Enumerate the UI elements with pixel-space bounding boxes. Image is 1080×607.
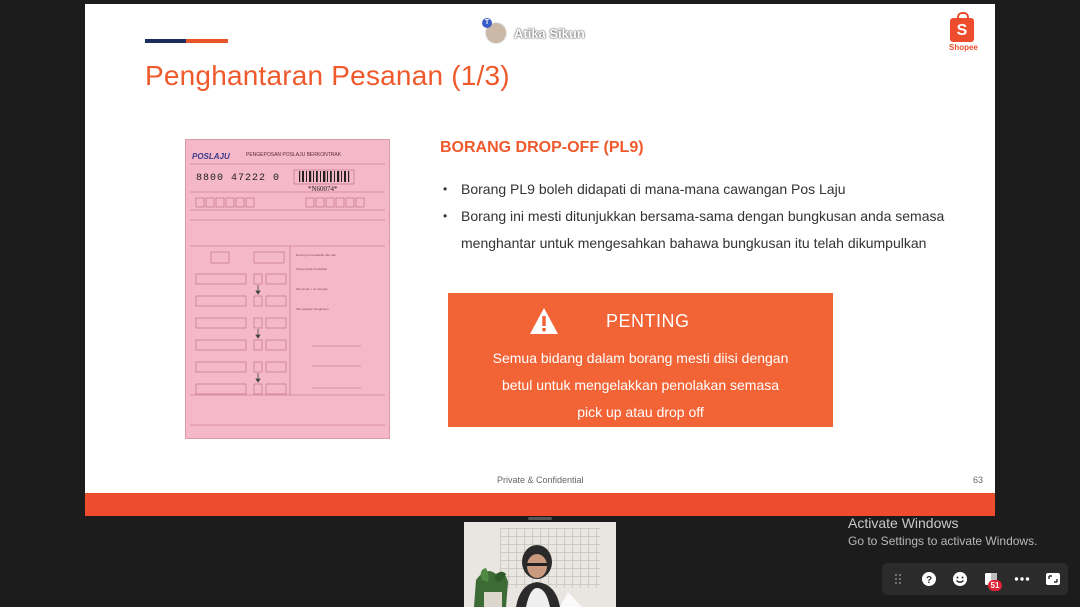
windows-activation-watermark — [848, 515, 1037, 548]
help-icon[interactable] — [918, 568, 940, 590]
participant-figure — [464, 522, 616, 607]
footer-confidential: Private & Confidential — [497, 475, 584, 485]
form-barcode-number: *N60074* — [308, 185, 338, 193]
footer-strip — [85, 493, 995, 516]
shopee-logo-text: Shopee — [949, 43, 978, 52]
svg-text:?: ? — [925, 575, 932, 586]
watermark-line-2: Go to Settings to activate Windows. — [848, 534, 1038, 548]
warning-icon — [529, 307, 559, 335]
reactions-icon[interactable] — [949, 568, 971, 590]
notice-title: PENTING — [606, 311, 690, 331]
form-tracking-number: 8800 47222 0 — [196, 173, 281, 184]
form-header-subtitle: PENGEPOSAN POSLAJU BERKONTRAK — [246, 152, 342, 158]
presentation-slide — [85, 4, 995, 516]
title-accent-bar — [145, 39, 228, 43]
bullet-item: • Borang ini mesti ditunjukkan bersama-sama dengan bungkusan anda semasa menghantar untuk mengesahkan bahawa bungkusan itu telah dikumpulkan — [440, 203, 960, 257]
slide-page-number: 63 — [972, 475, 983, 485]
notice-line: betul untuk mengelakkan penolakan semasa — [501, 377, 780, 393]
shopee-logo — [949, 18, 978, 52]
presenter-name: Atika Sikun — [514, 25, 585, 41]
more-icon[interactable] — [1011, 568, 1033, 590]
fullscreen-icon[interactable] — [1042, 568, 1064, 590]
slide-title: Penghantaran Pesanan (1/3) — [145, 60, 510, 91]
pl9-form-image — [185, 139, 390, 439]
form-lines — [186, 140, 389, 438]
svg-text:Sila pastikan bungkusan: Sila pastikan bungkusan — [296, 307, 329, 311]
drag-handle-icon[interactable] — [887, 568, 909, 590]
bullet-list — [440, 176, 960, 257]
presenter-label — [484, 19, 585, 44]
notice-line: pick up atau drop off — [577, 404, 704, 420]
meeting-toolbar — [882, 563, 1068, 595]
svg-text:Borang ini hendaklah diisi dan: Borang ini hendaklah diisi dan — [296, 253, 337, 257]
video-tile-drag-handle[interactable] — [528, 517, 552, 520]
shopee-logo-letter: S — [956, 22, 968, 39]
notice-body — [468, 345, 813, 426]
svg-text:Sila tanda ✓ di ruangan: Sila tanda ✓ di ruangan — [296, 287, 328, 291]
presenter-badge: T — [482, 18, 492, 28]
bullet-item: • Borang PL9 boleh didapati di mana-mana cawangan Pos Laju — [440, 176, 960, 203]
participant-video-tile[interactable] — [464, 522, 616, 607]
svg-text:Setiap pihak hendaklah: Setiap pihak hendaklah — [296, 267, 328, 271]
presenter-avatar — [484, 19, 507, 44]
important-notice-box — [448, 293, 833, 427]
participants-count-badge: 51 — [988, 580, 1003, 591]
form-header: POSLAJU — [192, 152, 230, 161]
notice-line: Semua bidang dalam borang mesti diisi dengan — [492, 350, 789, 366]
participants-icon[interactable] — [980, 568, 1002, 590]
watermark-line-1: Activate Windows — [848, 515, 959, 531]
section-heading: BORANG DROP-OFF (PL9) — [440, 139, 644, 156]
